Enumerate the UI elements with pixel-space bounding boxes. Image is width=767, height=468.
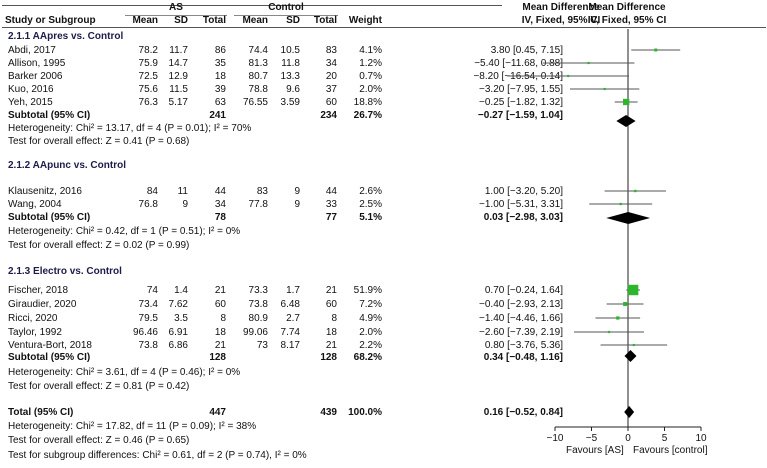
as-mean: 73.4 bbox=[138, 299, 158, 310]
weight-value: 100.0% bbox=[348, 407, 382, 418]
control-mean: 77.8 bbox=[248, 199, 268, 210]
control-total: 8 bbox=[331, 313, 337, 324]
as-total: 18 bbox=[214, 71, 226, 82]
col-as-sd-header: SD bbox=[174, 15, 188, 26]
as-total: 21 bbox=[214, 340, 226, 351]
control-total: 128 bbox=[320, 352, 337, 363]
weight-value: 4.9% bbox=[359, 313, 382, 324]
weight-value: 26.7% bbox=[353, 110, 382, 121]
control-mean: 76.55 bbox=[242, 97, 268, 108]
weight-value: 2.6% bbox=[359, 186, 382, 197]
control-mean: 83 bbox=[256, 186, 268, 197]
weight-value: 2.0% bbox=[359, 327, 382, 338]
summary-diamond bbox=[624, 406, 634, 418]
col-c-sd-header: SD bbox=[286, 15, 300, 26]
study-name: Giraudier, 2020 bbox=[8, 299, 77, 310]
as-sd: 12.9 bbox=[168, 71, 188, 82]
as-mean: 73.8 bbox=[138, 340, 158, 351]
favours-control-label: Favours [control] bbox=[633, 445, 708, 456]
study-name: Klausenitz, 2016 bbox=[8, 186, 82, 197]
section-title: 2.1.1 AApres vs. Control bbox=[8, 31, 124, 42]
control-total: 20 bbox=[325, 71, 337, 82]
control-total: 37 bbox=[325, 84, 337, 95]
control-mean: 73.8 bbox=[248, 299, 268, 310]
md-header: Mean Difference bbox=[522, 2, 600, 13]
ci-value: 1.00 [−3.20, 5.20] bbox=[484, 186, 563, 197]
ci-value: −0.27 [−1.59, 1.04] bbox=[477, 110, 563, 121]
as-total: 128 bbox=[209, 352, 226, 363]
study-name: Fischer, 2018 bbox=[8, 285, 69, 296]
ci-value: 3.80 [0.45, 7.15] bbox=[490, 45, 563, 56]
as-total: 8 bbox=[220, 313, 226, 324]
control-total: 18 bbox=[325, 327, 337, 338]
ci-value: 0.70 [−0.24, 1.64] bbox=[484, 285, 563, 296]
as-mean: 76.8 bbox=[138, 199, 158, 210]
study-marker bbox=[567, 75, 569, 77]
as-sd: 6.86 bbox=[168, 340, 188, 351]
study-marker bbox=[623, 302, 627, 306]
control-sd: 9 bbox=[294, 199, 300, 210]
ci-value: 0.34 [−0.48, 1.16] bbox=[483, 352, 563, 363]
x-tick-label: −10 bbox=[546, 433, 564, 444]
as-total: 86 bbox=[214, 45, 226, 56]
as-mean: 72.5 bbox=[138, 71, 158, 82]
control-mean: 73 bbox=[256, 340, 268, 351]
as-total: 241 bbox=[209, 110, 226, 121]
weight-value: 0.7% bbox=[359, 71, 382, 82]
control-sd: 10.5 bbox=[280, 45, 300, 56]
control-total: 44 bbox=[325, 186, 337, 197]
control-sd: 11.8 bbox=[281, 58, 300, 69]
study-marker bbox=[616, 316, 619, 319]
ci-value: −5.40 [−11.68, 0.88] bbox=[474, 58, 563, 69]
control-sd: 9 bbox=[294, 186, 300, 197]
control-total: 60 bbox=[325, 299, 337, 310]
as-mean: 84 bbox=[146, 186, 158, 197]
overall-effect-note: Test for overall effect: Z = 0.02 (P = 0.99) bbox=[8, 240, 190, 251]
overall-effect-note: Test for overall effect: Z = 0.46 (P = 0.65) bbox=[8, 435, 190, 446]
weight-value: 18.8% bbox=[353, 97, 382, 108]
as-sd: 14.7 bbox=[168, 58, 188, 69]
control-sd: 13.3 bbox=[280, 71, 300, 82]
as-sd: 1.4 bbox=[174, 285, 188, 296]
control-total: 83 bbox=[325, 45, 337, 56]
weight-value: 68.2% bbox=[353, 352, 382, 363]
study-marker bbox=[654, 49, 657, 52]
plot-sub-header: IV, Fixed, 95% CI bbox=[587, 15, 667, 26]
study-name: Ventura-Bort, 2018 bbox=[8, 340, 92, 351]
study-name: Barker 2006 bbox=[8, 71, 63, 82]
col-c-total-header: Total bbox=[313, 15, 337, 26]
subtotal-label: Subtotal (95% CI) bbox=[8, 110, 91, 121]
control-sd: 7.74 bbox=[280, 327, 300, 338]
control-mean: 80.9 bbox=[248, 313, 268, 324]
study-name: Yeh, 2015 bbox=[8, 97, 53, 108]
weight-value: 5.1% bbox=[359, 212, 382, 223]
ci-value: 0.03 [−2.98, 3.03] bbox=[483, 212, 563, 223]
study-marker bbox=[633, 344, 635, 346]
group-as-label: AS bbox=[169, 2, 183, 13]
as-mean: 74 bbox=[146, 285, 158, 296]
section-title: 2.1.2 AApunc vs. Control bbox=[8, 160, 126, 171]
x-tick-label: −5 bbox=[585, 433, 598, 444]
as-total: 39 bbox=[214, 84, 226, 95]
as-sd: 9 bbox=[182, 199, 188, 210]
control-mean: 81.3 bbox=[248, 58, 268, 69]
x-tick-label: 0 bbox=[625, 433, 631, 444]
study-marker bbox=[634, 190, 636, 192]
x-tick-label: 5 bbox=[661, 433, 668, 444]
summary-diamond bbox=[624, 350, 636, 362]
control-mean: 73.3 bbox=[248, 285, 268, 296]
summary-diamond bbox=[616, 115, 635, 127]
col-as-total-header: Total bbox=[202, 15, 226, 26]
as-mean: 75.6 bbox=[138, 84, 158, 95]
as-mean: 76.3 bbox=[138, 97, 158, 108]
as-mean: 79.5 bbox=[138, 313, 158, 324]
ci-value: −2.60 [−7.39, 2.19] bbox=[479, 327, 563, 338]
study-name: Allison, 1995 bbox=[8, 58, 66, 69]
col-weight-header: Weight bbox=[348, 15, 382, 26]
as-total: 21 bbox=[214, 285, 226, 296]
control-sd: 9.6 bbox=[286, 84, 300, 95]
control-total: 77 bbox=[325, 212, 337, 223]
subgroup-differences-note: Test for subgroup differences: Chi² = 0.61, df = 2 (P = 0.74), I² = 0% bbox=[8, 450, 307, 461]
as-sd: 11.5 bbox=[169, 84, 188, 95]
study-marker bbox=[620, 203, 622, 205]
control-sd: 1.7 bbox=[286, 285, 300, 296]
as-sd: 5.17 bbox=[168, 97, 188, 108]
heterogeneity-note: Heterogeneity: Chi² = 0.42, df = 1 (P = 0.51); I² = 0% bbox=[8, 226, 241, 237]
col-study-header: Study or Subgroup bbox=[5, 15, 96, 26]
as-sd: 11 bbox=[177, 186, 188, 197]
study-name: Taylor, 1992 bbox=[8, 327, 62, 338]
study-name: Ricci, 2020 bbox=[8, 313, 58, 324]
summary-diamond bbox=[606, 212, 650, 224]
control-sd: 6.48 bbox=[280, 299, 300, 310]
heterogeneity-note: Heterogeneity: Chi² = 17.82, df = 11 (P = 0.09); I² = 38% bbox=[8, 421, 257, 432]
section-title: 2.1.3 Electro vs. Control bbox=[8, 266, 122, 277]
control-sd: 3.59 bbox=[280, 97, 300, 108]
weight-value: 2.0% bbox=[359, 84, 382, 95]
ci-value: −8.20 [−16.54, 0.14] bbox=[473, 71, 563, 82]
study-marker bbox=[604, 88, 606, 90]
favours-as-label: Favours [AS] bbox=[566, 445, 624, 456]
control-total: 21 bbox=[325, 340, 337, 351]
ci-value: −1.00 [−5.31, 3.31] bbox=[479, 199, 563, 210]
control-total: 34 bbox=[325, 58, 337, 69]
study-marker bbox=[628, 285, 638, 295]
col-ci-header: IV, Fixed, 95% CI bbox=[521, 15, 601, 26]
control-total: 234 bbox=[320, 110, 337, 121]
total-label: Total (95% CI) bbox=[8, 407, 74, 418]
as-total: 35 bbox=[214, 58, 226, 69]
study-marker bbox=[623, 99, 629, 105]
subtotal-label: Subtotal (95% CI) bbox=[8, 352, 91, 363]
as-total: 63 bbox=[214, 97, 226, 108]
control-total: 33 bbox=[325, 199, 337, 210]
control-sd: 8.17 bbox=[280, 340, 300, 351]
as-mean: 96.46 bbox=[132, 327, 158, 338]
as-sd: 7.62 bbox=[168, 299, 188, 310]
as-mean: 75.9 bbox=[138, 58, 158, 69]
col-as-mean-header: Mean bbox=[132, 15, 158, 26]
heterogeneity-note: Heterogeneity: Chi² = 3.61, df = 4 (P = 0.46); I² = 0% bbox=[8, 367, 241, 378]
ci-value: −3.20 [−7.95, 1.55] bbox=[479, 84, 563, 95]
as-total: 60 bbox=[214, 299, 226, 310]
subtotal-label: Subtotal (95% CI) bbox=[8, 212, 91, 223]
ci-value: 0.80 [−3.76, 5.36] bbox=[484, 340, 563, 351]
ci-value: −1.40 [−4.46, 1.66] bbox=[479, 313, 563, 324]
control-mean: 74.4 bbox=[248, 45, 268, 56]
as-mean: 78.2 bbox=[138, 45, 158, 56]
weight-value: 2.2% bbox=[359, 340, 382, 351]
control-mean: 99.06 bbox=[242, 327, 268, 338]
study-marker bbox=[608, 331, 610, 333]
ci-value: −0.40 [−2.93, 2.13] bbox=[479, 299, 563, 310]
ci-value: 0.16 [−0.52, 0.84] bbox=[483, 407, 563, 418]
as-total: 18 bbox=[214, 327, 226, 338]
study-name: Abdi, 2017 bbox=[8, 45, 56, 56]
plot-header: Mean Difference bbox=[588, 2, 666, 13]
control-mean: 80.7 bbox=[248, 71, 268, 82]
ci-value: −0.25 [−1.82, 1.32] bbox=[479, 97, 563, 108]
weight-value: 4.1% bbox=[359, 45, 382, 56]
group-control-label: Control bbox=[268, 2, 304, 13]
as-total: 34 bbox=[214, 199, 226, 210]
as-sd: 6.91 bbox=[168, 327, 188, 338]
study-name: Wang, 2004 bbox=[8, 199, 62, 210]
col-c-mean-header: Mean bbox=[242, 15, 268, 26]
x-tick-label: 10 bbox=[695, 433, 707, 444]
weight-value: 7.2% bbox=[359, 299, 382, 310]
control-total: 21 bbox=[325, 285, 337, 296]
control-mean: 78.8 bbox=[248, 84, 268, 95]
as-sd: 11.7 bbox=[169, 45, 188, 56]
control-sd: 2.7 bbox=[286, 313, 300, 324]
study-name: Kuo, 2016 bbox=[8, 84, 54, 95]
weight-value: 1.2% bbox=[359, 58, 382, 69]
as-total: 44 bbox=[214, 186, 226, 197]
overall-effect-note: Test for overall effect: Z = 0.81 (P = 0.42) bbox=[8, 381, 190, 392]
study-marker bbox=[587, 62, 589, 64]
weight-value: 2.5% bbox=[359, 199, 382, 210]
control-total: 439 bbox=[320, 407, 337, 418]
weight-value: 51.9% bbox=[353, 285, 382, 296]
heterogeneity-note: Heterogeneity: Chi² = 13.17, df = 4 (P = 0.01); I² = 70% bbox=[8, 123, 252, 134]
as-sd: 3.5 bbox=[174, 313, 188, 324]
control-total: 60 bbox=[325, 97, 337, 108]
overall-effect-note: Test for overall effect: Z = 0.41 (P = 0.68) bbox=[8, 136, 190, 147]
as-total: 78 bbox=[214, 212, 226, 223]
as-total: 447 bbox=[209, 407, 226, 418]
